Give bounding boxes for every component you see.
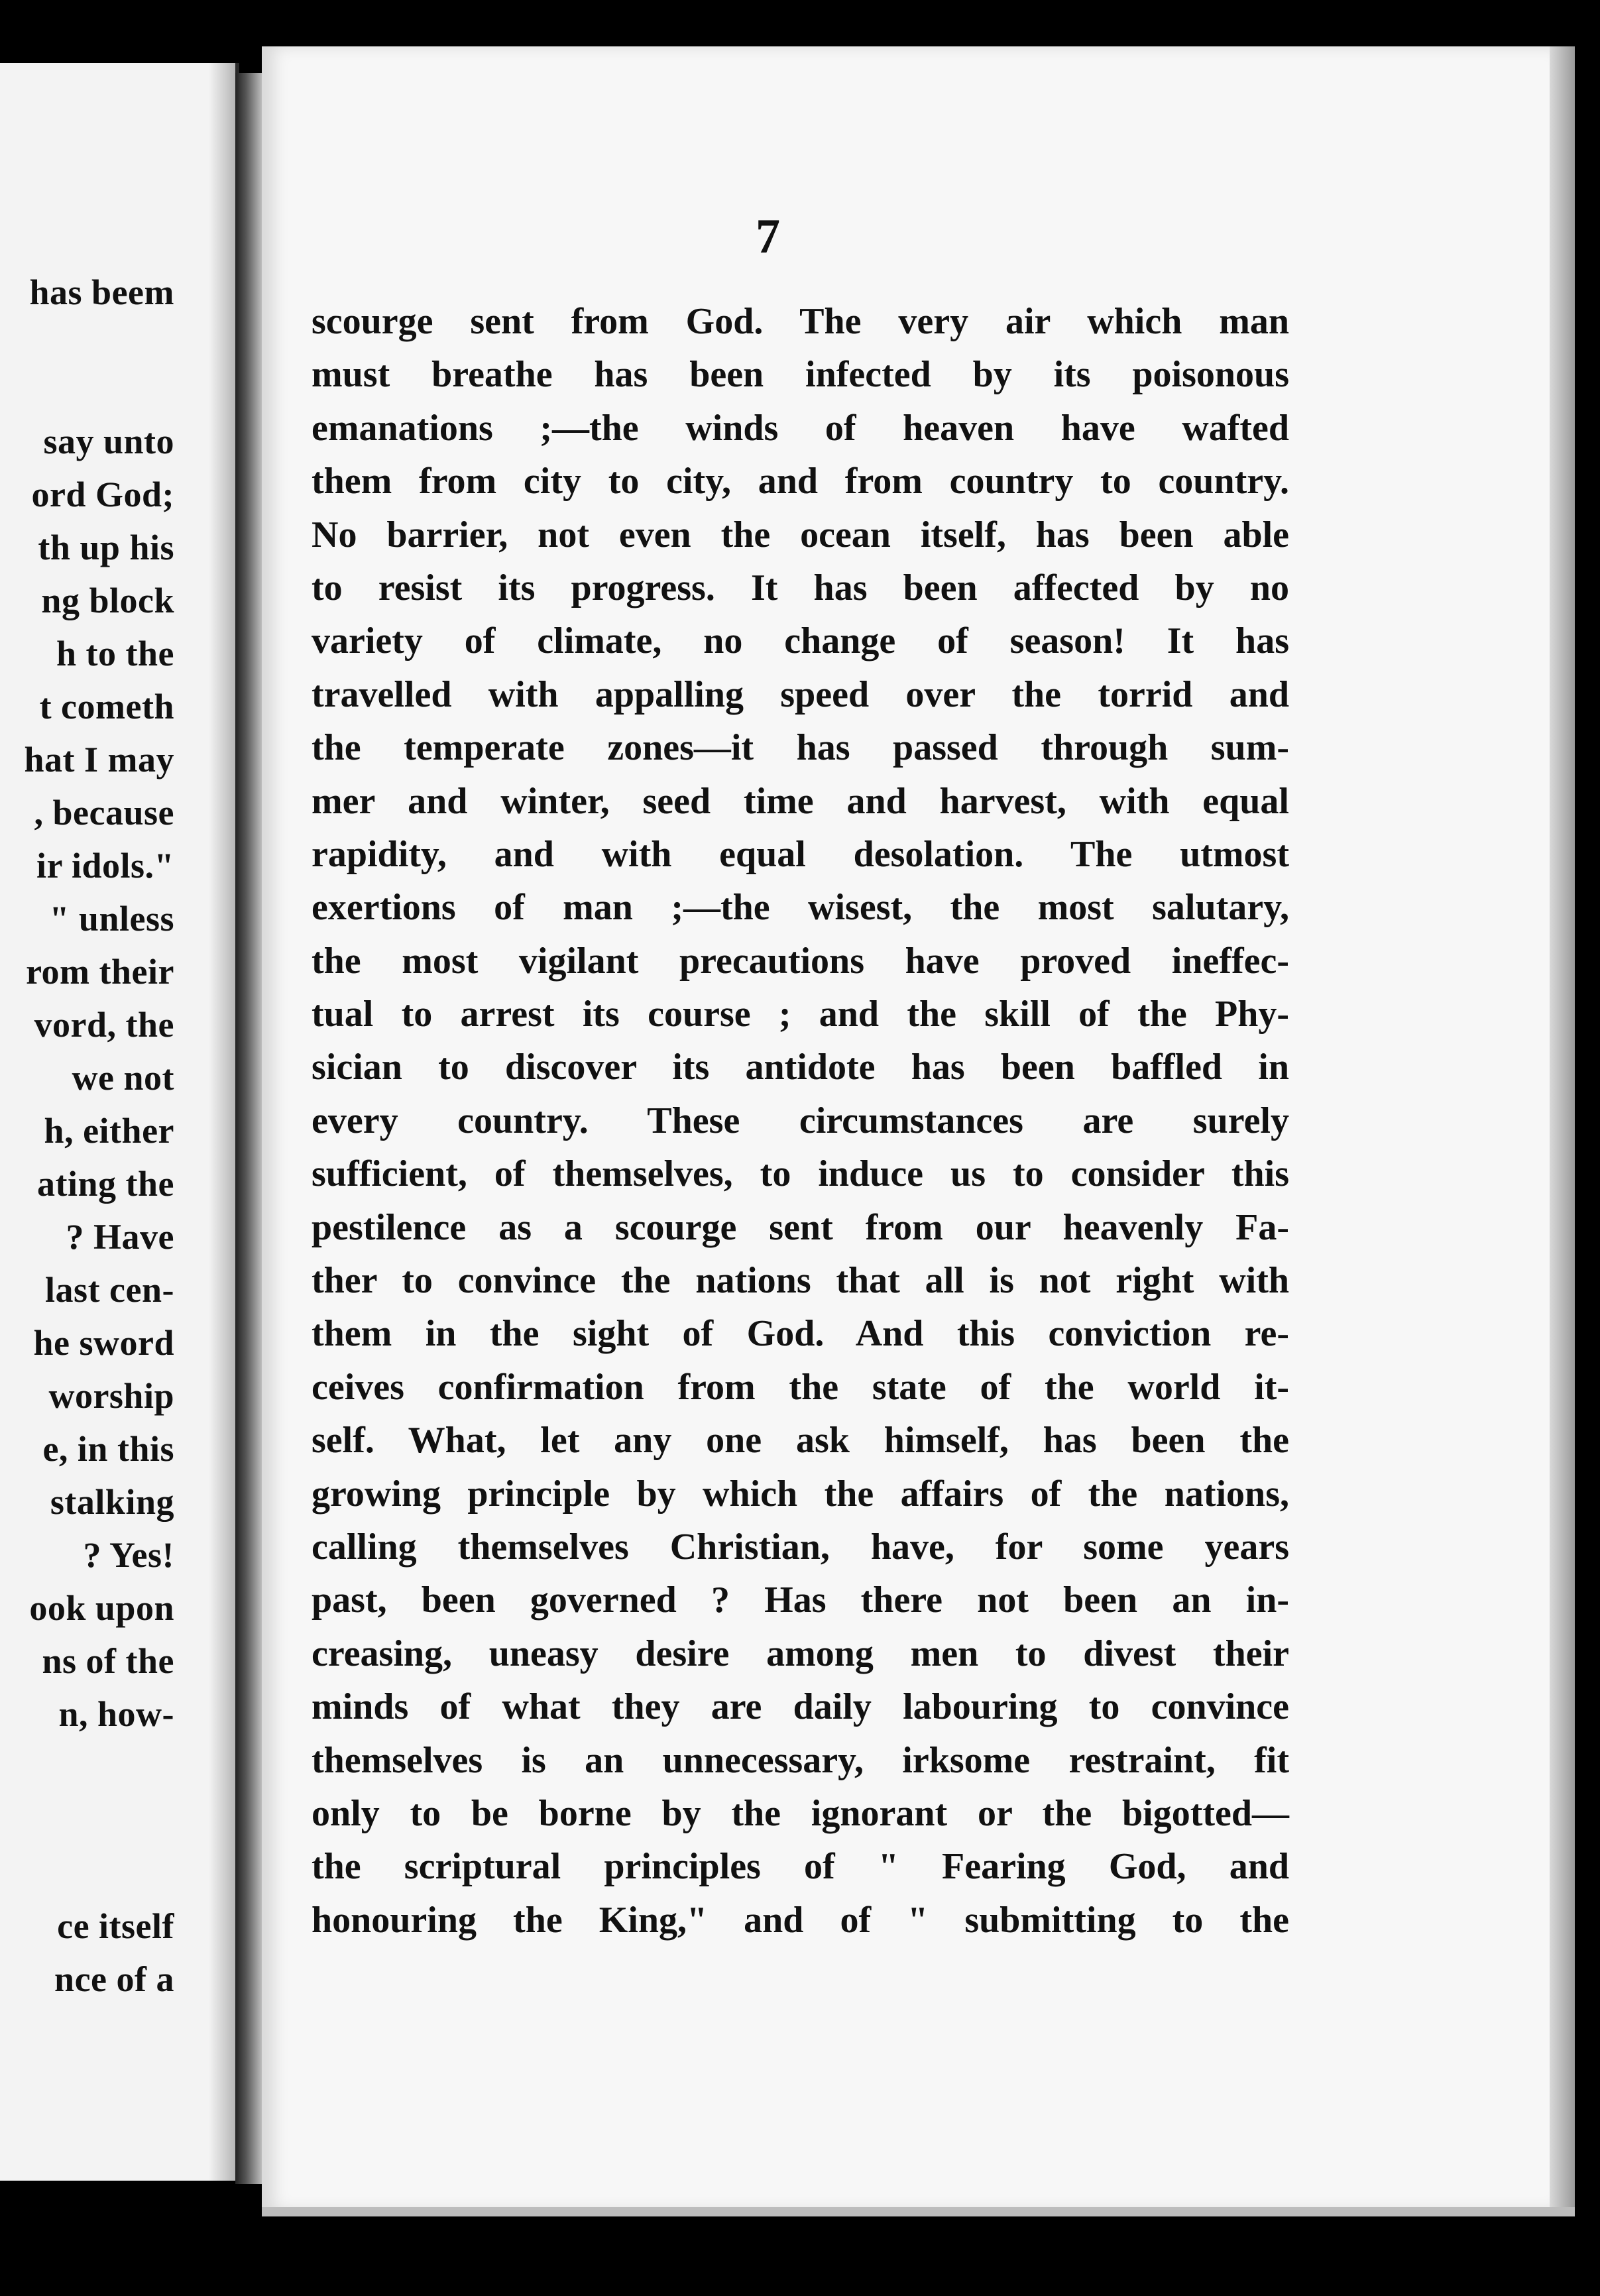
left-page-line: ce itself: [57, 1906, 174, 1946]
left-page-line: we not: [72, 1058, 174, 1098]
text-line: variety of climate, no change of season! It has: [312, 620, 1289, 662]
left-page-line: vord, the: [34, 1005, 174, 1045]
text-line: honouring the King," and of " submitting to the: [312, 1899, 1289, 1941]
book-spine: [235, 73, 262, 2184]
text-line: self. What, let any one ask himself, has been the: [312, 1420, 1289, 1462]
body-text: [312, 295, 1289, 1947]
left-page-line: ir idols.": [36, 846, 174, 886]
text-line: themselves is an unnecessary, irksome restraint, fit: [312, 1739, 1289, 1781]
left-page-line: n, how-: [58, 1694, 174, 1734]
left-page-line: , because: [34, 793, 174, 832]
left-page-line: " unless: [49, 899, 174, 939]
text-line: must breathe has been infected by its poisonous: [312, 354, 1289, 396]
left-page-line: say unto: [43, 422, 174, 461]
text-line: pestilence as a scourge sent from our heavenly Fa-: [312, 1206, 1289, 1248]
left-page-gutter-shadow: [209, 63, 235, 2181]
text-line: mer and winter, seed time and harvest, with equal: [312, 780, 1289, 822]
text-line: calling themselves Christian, have, for some years: [312, 1526, 1289, 1568]
left-page-line: ? Have: [66, 1217, 174, 1257]
text-line: the temperate zones—it has passed through sum-: [312, 727, 1289, 769]
text-line: growing principle by which the affairs of the nations,: [312, 1473, 1289, 1515]
left-page-line: last cen-: [45, 1270, 174, 1310]
left-page-line: ook upon: [29, 1588, 174, 1628]
text-line: the scriptural principles of " Fearing God, and: [312, 1846, 1289, 1888]
left-page-line: ? Yes!: [83, 1535, 174, 1575]
left-page-line: he sword: [33, 1323, 174, 1363]
text-line: ther to convince the nations that all is not right with: [312, 1260, 1289, 1302]
text-line: sician to discover its antidote has been baffled in: [312, 1047, 1289, 1088]
text-line: ceives confirmation from the state of the world it-: [312, 1366, 1289, 1408]
left-page-line: ng block: [41, 581, 174, 620]
text-line: scourge sent from God. The very air which man: [312, 301, 1289, 342]
left-page-line: h, either: [44, 1111, 174, 1151]
left-page: [0, 63, 239, 2181]
text-line: No barrier, not even the ocean itself, has been able: [312, 514, 1289, 555]
left-page-line: ord God;: [31, 475, 174, 514]
left-page-line: rom their: [26, 952, 174, 992]
left-page-line: has beem: [29, 272, 174, 312]
text-line: minds of what they are daily labouring to convince: [312, 1686, 1289, 1728]
text-line: them from city to city, and from country to country.: [312, 461, 1289, 502]
left-page-line: th up his: [38, 528, 174, 567]
text-line: to resist its progress. It has been affected by no: [312, 567, 1289, 608]
right-page-edge: [1550, 46, 1575, 2210]
text-line: exertions of man ;—the wisest, the most salutary,: [312, 887, 1289, 929]
left-page-line: h to the: [56, 634, 174, 673]
text-line: only to be borne by the ignorant or the bigotted—: [312, 1792, 1289, 1834]
text-line: travelled with appalling speed over the torrid and: [312, 673, 1289, 715]
left-page-line: hat I may: [24, 740, 174, 779]
left-page-line: ns of the: [42, 1641, 174, 1681]
left-page-line: ating the: [37, 1164, 174, 1204]
page-number: 7: [756, 209, 780, 264]
left-page-line: stalking: [50, 1482, 174, 1522]
left-page-line: t cometh: [39, 687, 174, 726]
text-line: past, been governed ? Has there not been an in-: [312, 1579, 1289, 1621]
text-line: the most vigilant precautions have proved ineffec-: [312, 940, 1289, 982]
text-line: sufficient, of themselves, to induce us to consider this: [312, 1153, 1289, 1195]
text-line: tual to arrest its course ; and the skill of the Phy-: [312, 994, 1289, 1035]
text-line: them in the sight of God. And this conviction re-: [312, 1313, 1289, 1355]
text-line: emanations ;—the winds of heaven have wafted: [312, 407, 1289, 449]
page-bottom-edge: [262, 2207, 1575, 2216]
text-line: every country. These circumstances are surely: [312, 1100, 1289, 1141]
text-line: rapidity, and with equal desolation. The utmost: [312, 833, 1289, 875]
text-line: creasing, uneasy desire among men to divest their: [312, 1633, 1289, 1674]
left-page-line: nce of a: [54, 1959, 174, 1999]
left-page-line: worship: [48, 1376, 174, 1416]
left-page-line: e, in this: [42, 1429, 174, 1469]
